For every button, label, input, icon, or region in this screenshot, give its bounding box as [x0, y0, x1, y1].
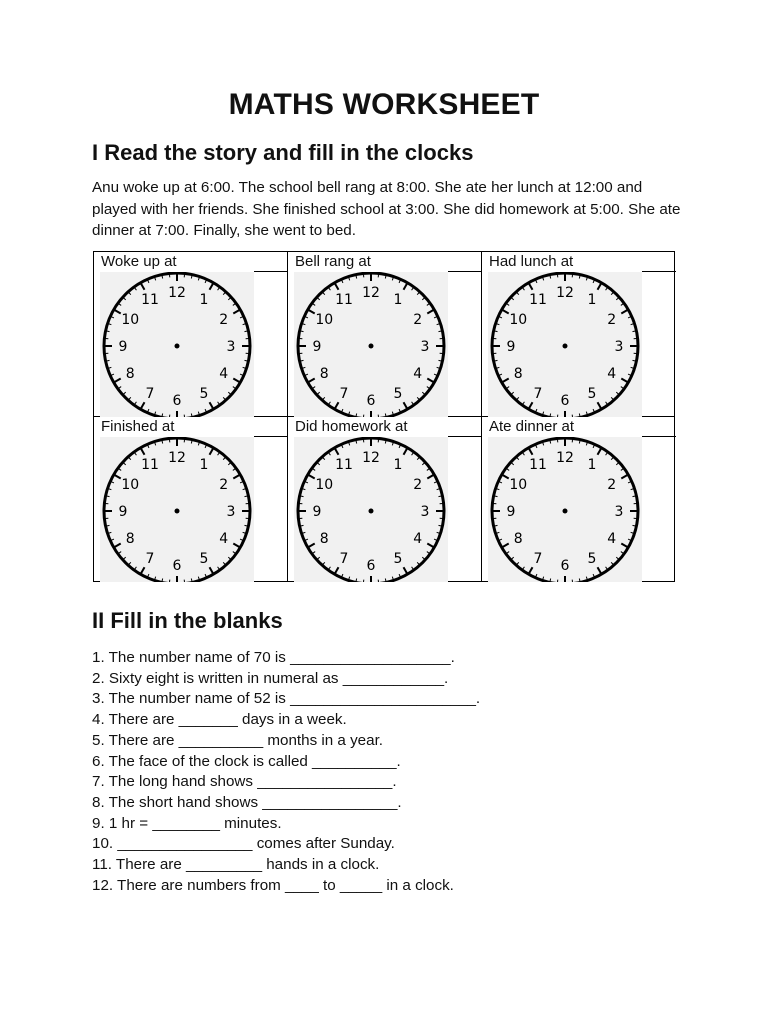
clock-number: 8	[125, 366, 135, 382]
answer-line	[448, 436, 482, 437]
clock-center-dot	[175, 509, 180, 514]
clock-tick	[107, 360, 110, 361]
question-item: 9. 1 hr = ________ minutes.	[92, 814, 282, 832]
page-title: MATHS WORKSHEET	[228, 88, 540, 121]
clock-number: 3	[420, 339, 430, 355]
clock-tick	[107, 496, 110, 497]
clock-number: 1	[587, 292, 597, 309]
clock-tick	[385, 413, 386, 416]
clock-number: 2	[219, 477, 229, 493]
clock-tick	[550, 441, 551, 444]
clock-number: 4	[219, 366, 229, 382]
clock-number: 12	[556, 285, 574, 301]
clock-tick	[162, 276, 163, 279]
question-item: 7. The long hand shows ________________.	[92, 773, 397, 791]
clock-number: 10	[315, 477, 334, 493]
clock-face-icon[interactable]	[100, 272, 254, 417]
clock-tick	[244, 496, 247, 497]
clock-number: 1	[393, 292, 403, 309]
clock-tick	[356, 578, 357, 581]
clock-tick	[579, 441, 580, 444]
clock-tick	[356, 413, 357, 416]
clock-tick	[632, 331, 635, 332]
clock-number: 2	[413, 312, 423, 328]
clock-table	[93, 251, 675, 582]
clock-svg	[100, 437, 254, 582]
clock-number: 9	[118, 339, 128, 355]
clock-tick	[356, 276, 357, 279]
clock-number: 8	[319, 366, 329, 382]
clock-number: 5	[199, 385, 209, 402]
clock-label: Ate dinner at	[489, 418, 575, 435]
clock-number: 6	[366, 558, 376, 574]
clock-tick	[301, 360, 304, 361]
clock-number: 7	[533, 550, 543, 567]
clock-tick	[438, 496, 441, 497]
clock-number: 5	[393, 385, 403, 402]
question-item: 1. The number name of 70 is ___________________.	[92, 649, 455, 666]
clock-tick	[632, 496, 635, 497]
clock-center-dot	[369, 344, 374, 349]
clock-number: 10	[509, 477, 528, 493]
question-item: 6. The face of the clock is called __________.	[92, 752, 401, 770]
clock-tick	[579, 578, 580, 581]
clock-number: 11	[335, 457, 353, 474]
clock-number: 1	[587, 457, 597, 474]
clock-tick	[495, 360, 498, 361]
clock-tick	[495, 496, 498, 497]
clock-number: 11	[141, 292, 159, 309]
clock-cell	[482, 417, 676, 582]
clock-tick	[385, 276, 386, 279]
question-item: 2. Sixty eight is written in numeral as ____________.	[92, 669, 449, 687]
clock-number: 2	[607, 312, 617, 328]
clock-tick	[191, 413, 192, 416]
clock-tick	[356, 441, 357, 444]
clock-tick	[550, 276, 551, 279]
clock-number: 12	[362, 285, 380, 301]
clock-number: 7	[339, 550, 349, 567]
clock-tick	[301, 525, 304, 526]
clock-face-icon[interactable]	[488, 272, 642, 417]
clock-number: 1	[199, 457, 209, 474]
clock-number: 9	[118, 504, 128, 520]
clock-number: 4	[607, 531, 617, 547]
clock-number: 3	[226, 504, 236, 520]
clock-number: 10	[315, 312, 334, 328]
clock-tick	[162, 441, 163, 444]
clock-tick	[438, 331, 441, 332]
clock-number: 12	[168, 450, 186, 466]
clock-tick	[191, 441, 192, 444]
clock-number: 8	[125, 531, 135, 547]
clock-number: 12	[168, 285, 186, 301]
question-item: 12. There are numbers from ____ to _____ in a clock.	[92, 876, 454, 894]
clock-center-dot	[175, 344, 180, 349]
clock-tick	[107, 525, 110, 526]
clock-tick	[162, 413, 163, 416]
clock-number: 3	[614, 339, 624, 355]
clock-cell	[482, 252, 676, 417]
clock-number: 11	[529, 457, 547, 474]
clock-number: 9	[312, 504, 322, 520]
clock-face-icon[interactable]	[294, 437, 448, 582]
clock-label: Did homework at	[295, 418, 408, 435]
answer-line	[254, 271, 288, 272]
clock-tick	[162, 578, 163, 581]
clock-tick	[244, 360, 247, 361]
clock-number: 11	[529, 292, 547, 309]
clock-tick	[244, 525, 247, 526]
clock-number: 1	[393, 457, 403, 474]
clock-number: 5	[587, 550, 597, 567]
clock-face-icon[interactable]	[488, 437, 642, 582]
clock-tick	[385, 441, 386, 444]
clock-tick	[301, 496, 304, 497]
clock-tick	[579, 276, 580, 279]
clock-number: 6	[560, 393, 570, 409]
clock-face-icon[interactable]	[100, 437, 254, 582]
clock-tick	[107, 331, 110, 332]
clock-number: 3	[226, 339, 236, 355]
clock-tick	[632, 360, 635, 361]
clock-number: 10	[121, 312, 140, 328]
answer-line	[448, 271, 482, 272]
clock-number: 9	[506, 339, 516, 355]
clock-number: 2	[607, 477, 617, 493]
clock-face-icon[interactable]	[294, 272, 448, 417]
clock-cell	[94, 417, 288, 582]
answer-line	[254, 436, 288, 437]
clock-number: 5	[587, 385, 597, 402]
clock-number: 5	[199, 550, 209, 567]
clock-label: Had lunch at	[489, 253, 574, 270]
clock-tick	[632, 525, 635, 526]
question-item: 3. The number name of 52 is ______________________.	[92, 690, 481, 708]
clock-svg	[294, 272, 448, 417]
question-list	[92, 648, 692, 896]
clock-number: 6	[172, 393, 182, 409]
clock-number: 2	[413, 477, 423, 493]
clock-number: 7	[145, 385, 155, 402]
clock-number: 6	[366, 393, 376, 409]
clock-cell	[94, 252, 288, 417]
clock-svg	[100, 272, 254, 417]
section-1-heading: I Read the story and fill in the clocks	[92, 140, 474, 165]
clock-number: 7	[145, 550, 155, 567]
clock-tick	[438, 525, 441, 526]
clock-number: 2	[219, 312, 229, 328]
clock-number: 4	[219, 531, 229, 547]
clock-number: 7	[339, 385, 349, 402]
clock-cell	[288, 417, 482, 582]
clock-number: 1	[199, 292, 209, 309]
clock-number: 7	[533, 385, 543, 402]
clock-tick	[301, 331, 304, 332]
clock-center-dot	[563, 509, 568, 514]
clock-tick	[495, 331, 498, 332]
clock-tick	[191, 578, 192, 581]
clock-number: 10	[121, 477, 140, 493]
clock-number: 8	[319, 531, 329, 547]
clock-number: 4	[413, 366, 423, 382]
answer-line	[642, 436, 676, 437]
clock-center-dot	[563, 344, 568, 349]
clock-number: 8	[513, 531, 523, 547]
clock-label: Finished at	[101, 418, 175, 435]
clock-number: 4	[413, 531, 423, 547]
answer-line	[642, 271, 676, 272]
section-2-heading: II Fill in the blanks	[92, 608, 283, 633]
clock-tick	[385, 578, 386, 581]
clock-tick	[579, 413, 580, 416]
clock-number: 9	[506, 504, 516, 520]
clock-number: 9	[312, 339, 322, 355]
question-item: 4. There are _______ days in a week.	[92, 711, 347, 729]
clock-svg	[488, 437, 642, 582]
clock-number: 12	[362, 450, 380, 466]
clock-tick	[244, 331, 247, 332]
clock-number: 8	[513, 366, 523, 382]
clock-tick	[438, 360, 441, 361]
clock-svg	[294, 437, 448, 582]
clock-tick	[550, 413, 551, 416]
clock-label: Woke up at	[101, 253, 177, 270]
clock-tick	[191, 276, 192, 279]
question-item: 8. The short hand shows ________________.	[92, 793, 402, 811]
clock-tick	[495, 525, 498, 526]
clock-tick	[550, 578, 551, 581]
clock-number: 6	[560, 558, 570, 574]
clock-number: 12	[556, 450, 574, 466]
question-item: 10. ________________ comes after Sunday.	[92, 835, 395, 853]
clock-number: 6	[172, 558, 182, 574]
story-paragraph: Anu woke up at 6:00. The school bell rang at 8:00. She ate her lunch at 12:00 and played with her friends. She finished school at 3:00. She did homework at 5:00. She ate dinner at 7:00. Finally, she went to bed.	[92, 179, 681, 239]
clock-label: Bell rang at	[295, 253, 371, 270]
clock-svg	[488, 272, 642, 417]
clock-cell	[288, 252, 482, 417]
clock-number: 10	[509, 312, 528, 328]
clock-number: 11	[335, 292, 353, 309]
clock-number: 3	[420, 504, 430, 520]
question-item: 5. There are __________ months in a year.	[92, 731, 384, 749]
question-item: 11. There are _________ hands in a clock.	[92, 856, 380, 874]
clock-center-dot	[369, 509, 374, 514]
clock-number: 11	[141, 457, 159, 474]
clock-number: 4	[607, 366, 617, 382]
clock-number: 5	[393, 550, 403, 567]
clock-number: 3	[614, 504, 624, 520]
